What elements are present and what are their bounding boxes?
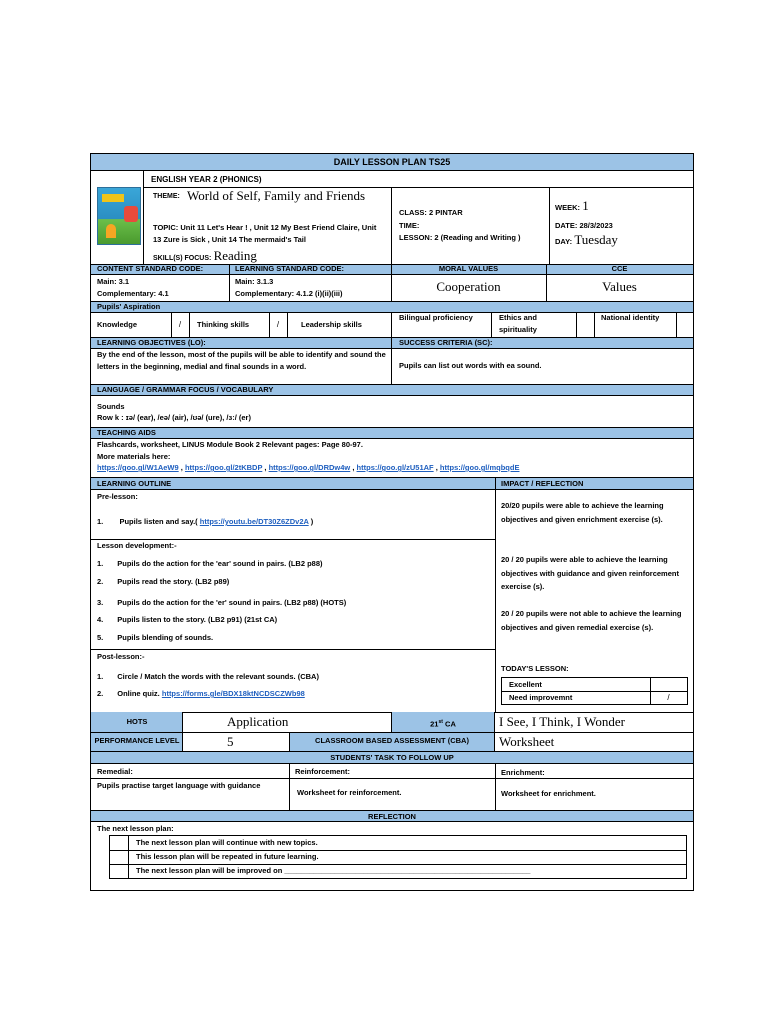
reinforcement-text: Worksheet for reinforcement. [297, 788, 402, 797]
reflection-header-row [91, 810, 693, 822]
cce-header: CCE [611, 264, 628, 273]
dev-item-5: 5. Pupils blending of sounds. [97, 633, 214, 642]
time-label: TIME: [399, 221, 420, 230]
sc-text: Pupils can list out words with ea sound. [399, 361, 542, 370]
lesson-label: LESSON: 2 (Reading and Writing ) [399, 233, 521, 242]
aspiration-ethics: Ethics and spirituality [499, 313, 537, 334]
content-complementary: Complementary: 4.1 [97, 289, 169, 298]
week-label: WEEK: [555, 203, 580, 212]
reflection-option-2: This lesson plan will be repeated in future learning. [136, 852, 319, 861]
learning-complementary: Complementary: 4.1.2 (i)(ii)(iii) [235, 289, 343, 298]
post-item-1: 1. Circle / Match the words with the relevant sounds. (CBA) [97, 672, 319, 681]
reflection-option-3: The next lesson plan will be improved on ___________________________________________________________ [136, 866, 531, 875]
skill-label: SKILL(S) FOCUS: [153, 255, 212, 262]
aspiration-thinking: Thinking skills [197, 320, 250, 329]
aids-link-4[interactable]: https://goo.gl/zU51AF [356, 463, 434, 472]
cba-value: Worksheet [499, 734, 555, 749]
reflection-options-table [109, 835, 687, 879]
aids-link-1[interactable]: https://goo.gl/W1AeW9 [97, 463, 179, 472]
lo-header: LEARNING OBJECTIVES (LO): [97, 338, 206, 347]
impact-text-1: 20/20 pupils were able to achieve the learning objectives and given enrichment exercise (s). [501, 501, 664, 524]
class-label: CLASS: 2 PINTAR [399, 208, 463, 217]
ca-label: 21st CA [430, 719, 456, 729]
aids-header-row [91, 427, 693, 439]
aids-link-5[interactable]: https://goo.gl/mqbqdE [439, 463, 520, 472]
moral-value: Cooperation [436, 279, 501, 294]
post-item-2: 2. Online quiz. https://forms.gle/BDX18ktNCDSCZWb98 [97, 689, 305, 698]
day-label: DAY: [555, 237, 573, 246]
lesson-need-improvement: Need improvemnt [509, 693, 573, 702]
aids-line-1: Flashcards, worksheet, LINUS Module Book 2 Relevant pages: Page 80-97. [97, 440, 363, 449]
date-label: DATE: 28/3/2023 [555, 221, 613, 230]
enrichment-text: Worksheet for enrichment. [501, 789, 596, 798]
todays-lesson-table [501, 677, 688, 705]
online-quiz-link[interactable]: https://forms.gle/BDX18ktNCDSCZWb98 [161, 689, 305, 698]
learning-main: Main: 3.1.3 [235, 277, 274, 286]
followup-header: STUDENTS' TASK TO FOLLOW UP [330, 753, 454, 762]
impact-text-2: 20 / 20 pupils were able to achieve the learning objectives with guidance and given reinforcement exercise (s). [501, 555, 679, 591]
week-line [555, 200, 589, 214]
todays-lesson-label: TODAY'S LESSON: [501, 664, 569, 673]
moral-values-header: MORAL VALUES [438, 264, 499, 273]
hots-label: HOTS [126, 717, 148, 726]
theme-label: THEME: [153, 193, 180, 200]
lesson-plan-sheet [90, 153, 694, 891]
ca-value: I See, I Think, I Wonder [499, 714, 625, 729]
dev-item-3: 3. Pupils do the action for the 'er' sound in pairs. (LB2 p88) (HOTS) [97, 598, 347, 607]
lo-text: By the end of the lesson, most of the pupils will be able to identify and sound the letters in the beginning, medial and final sounds in a word. [97, 350, 386, 371]
aids-links: https://goo.gl/W1AeW9 , https://goo.gl/2tKBDP , https://goo.gl/DRDw4w , https://goo.gl/zU51AF , https://goo.gl/mqbqdE [97, 463, 520, 472]
aspiration-leadership: Leadership skills [301, 320, 362, 329]
aspiration-national: National identity [601, 313, 660, 322]
aspiration-knowledge-mark: / [178, 320, 182, 329]
aspiration-bilingual: Bilingual proficiency [399, 313, 473, 322]
language-header: LANGUAGE / GRAMMAR FOCUS / VOCABULARY [97, 385, 274, 394]
followup-header-row [91, 751, 693, 764]
aids-line-2: More materials here: [97, 452, 171, 461]
reflection-header: REFLECTION [368, 812, 416, 821]
performance-level-value: 5 [227, 734, 234, 749]
content-standard-header: CONTENT STANDARD CODE: [97, 264, 204, 273]
next-lesson-label: The next lesson plan: [97, 824, 174, 833]
impact-header: IMPACT / REFLECTION [501, 479, 584, 488]
sc-header: SUCCESS CRITERIA (SC): [399, 338, 493, 347]
title-bar [91, 154, 693, 171]
lesson-need-improvement-mark: / [667, 693, 670, 702]
performance-level-label: PERFORMANCE LEVEL [94, 736, 180, 745]
dev-item-4: 4. Pupils listen to the story. (LB2 p91) (21st CA) [97, 615, 278, 624]
aids-header: TEACHING AIDS [97, 428, 156, 437]
aids-link-3[interactable]: https://goo.gl/DRDw4w [268, 463, 351, 472]
week-value: 1 [582, 198, 589, 213]
dev-item-1: 1. Pupils do the action for the 'ear' sound in pairs. (LB2 p88) [97, 559, 323, 568]
aids-link-2[interactable]: https://goo.gl/2tKBDP [184, 463, 263, 472]
skill-value: Reading [213, 248, 257, 263]
enrichment-label: Enrichment: [501, 768, 545, 777]
reflection-option-1: The next lesson plan will continue with new topics. [136, 838, 318, 847]
textbook-cover-image [97, 187, 141, 245]
aspiration-thinking-mark: / [276, 320, 280, 329]
outline-header-row [91, 477, 693, 490]
topic-text: TOPIC: Unit 11 Let's Hear ! , Unit 12 My Best Friend Claire, Unit 13 Zure is Sick , Unit 14 The mermaid's Tail [153, 223, 377, 244]
aspiration-knowledge: Knowledge [97, 320, 138, 329]
remedial-text: Pupils practise target language with guidance [97, 781, 261, 790]
page-title: DAILY LESSON PLAN TS25 [333, 157, 451, 167]
pre-lesson-item-1: 1. Pupils listen and say.( https://youtu.be/DT30Z6ZDv2A ) [97, 517, 314, 526]
post-lesson-label: Post-lesson:- [97, 652, 145, 661]
lesson-excellent: Excellent [509, 680, 542, 689]
outline-header: LEARNING OUTLINE [97, 479, 172, 488]
dev-item-2: 2. Pupils read the story. (LB2 p89) [97, 577, 230, 586]
reinforcement-label: Reinforcement: [295, 767, 351, 776]
theme-value: World of Self, Family and Friends [187, 188, 366, 203]
pre-lesson-video-link[interactable]: https://youtu.be/DT30Z6ZDv2A [199, 517, 309, 526]
pre-lesson-label: Pre-lesson: [97, 492, 138, 501]
cce-value: Values [602, 279, 637, 294]
day-line [555, 234, 618, 248]
language-line-1: Sounds [97, 402, 125, 411]
development-label: Lesson development:- [97, 541, 177, 550]
day-value: Tuesday [574, 232, 618, 247]
content-main: Main: 3.1 [97, 277, 130, 286]
aspiration-header: Pupils' Aspiration [97, 302, 161, 311]
language-line-2: Row k : ɪə/ (ear), /eə/ (air), /ʊə/ (ure), /ɜː/ (er) [97, 413, 251, 422]
cba-label: CLASSROOM BASED ASSESSMENT (CBA) [315, 736, 469, 745]
impact-text-3: 20 / 20 pupils were not able to achieve the learning objectives and given remedial exercise (s). [501, 609, 682, 632]
hots-value: Application [227, 714, 289, 729]
learning-standard-header: LEARNING STANDARD CODE: [235, 264, 345, 273]
remedial-label: Remedial: [97, 767, 133, 776]
subject-label: ENGLISH YEAR 2 (PHONICS) [151, 175, 262, 184]
